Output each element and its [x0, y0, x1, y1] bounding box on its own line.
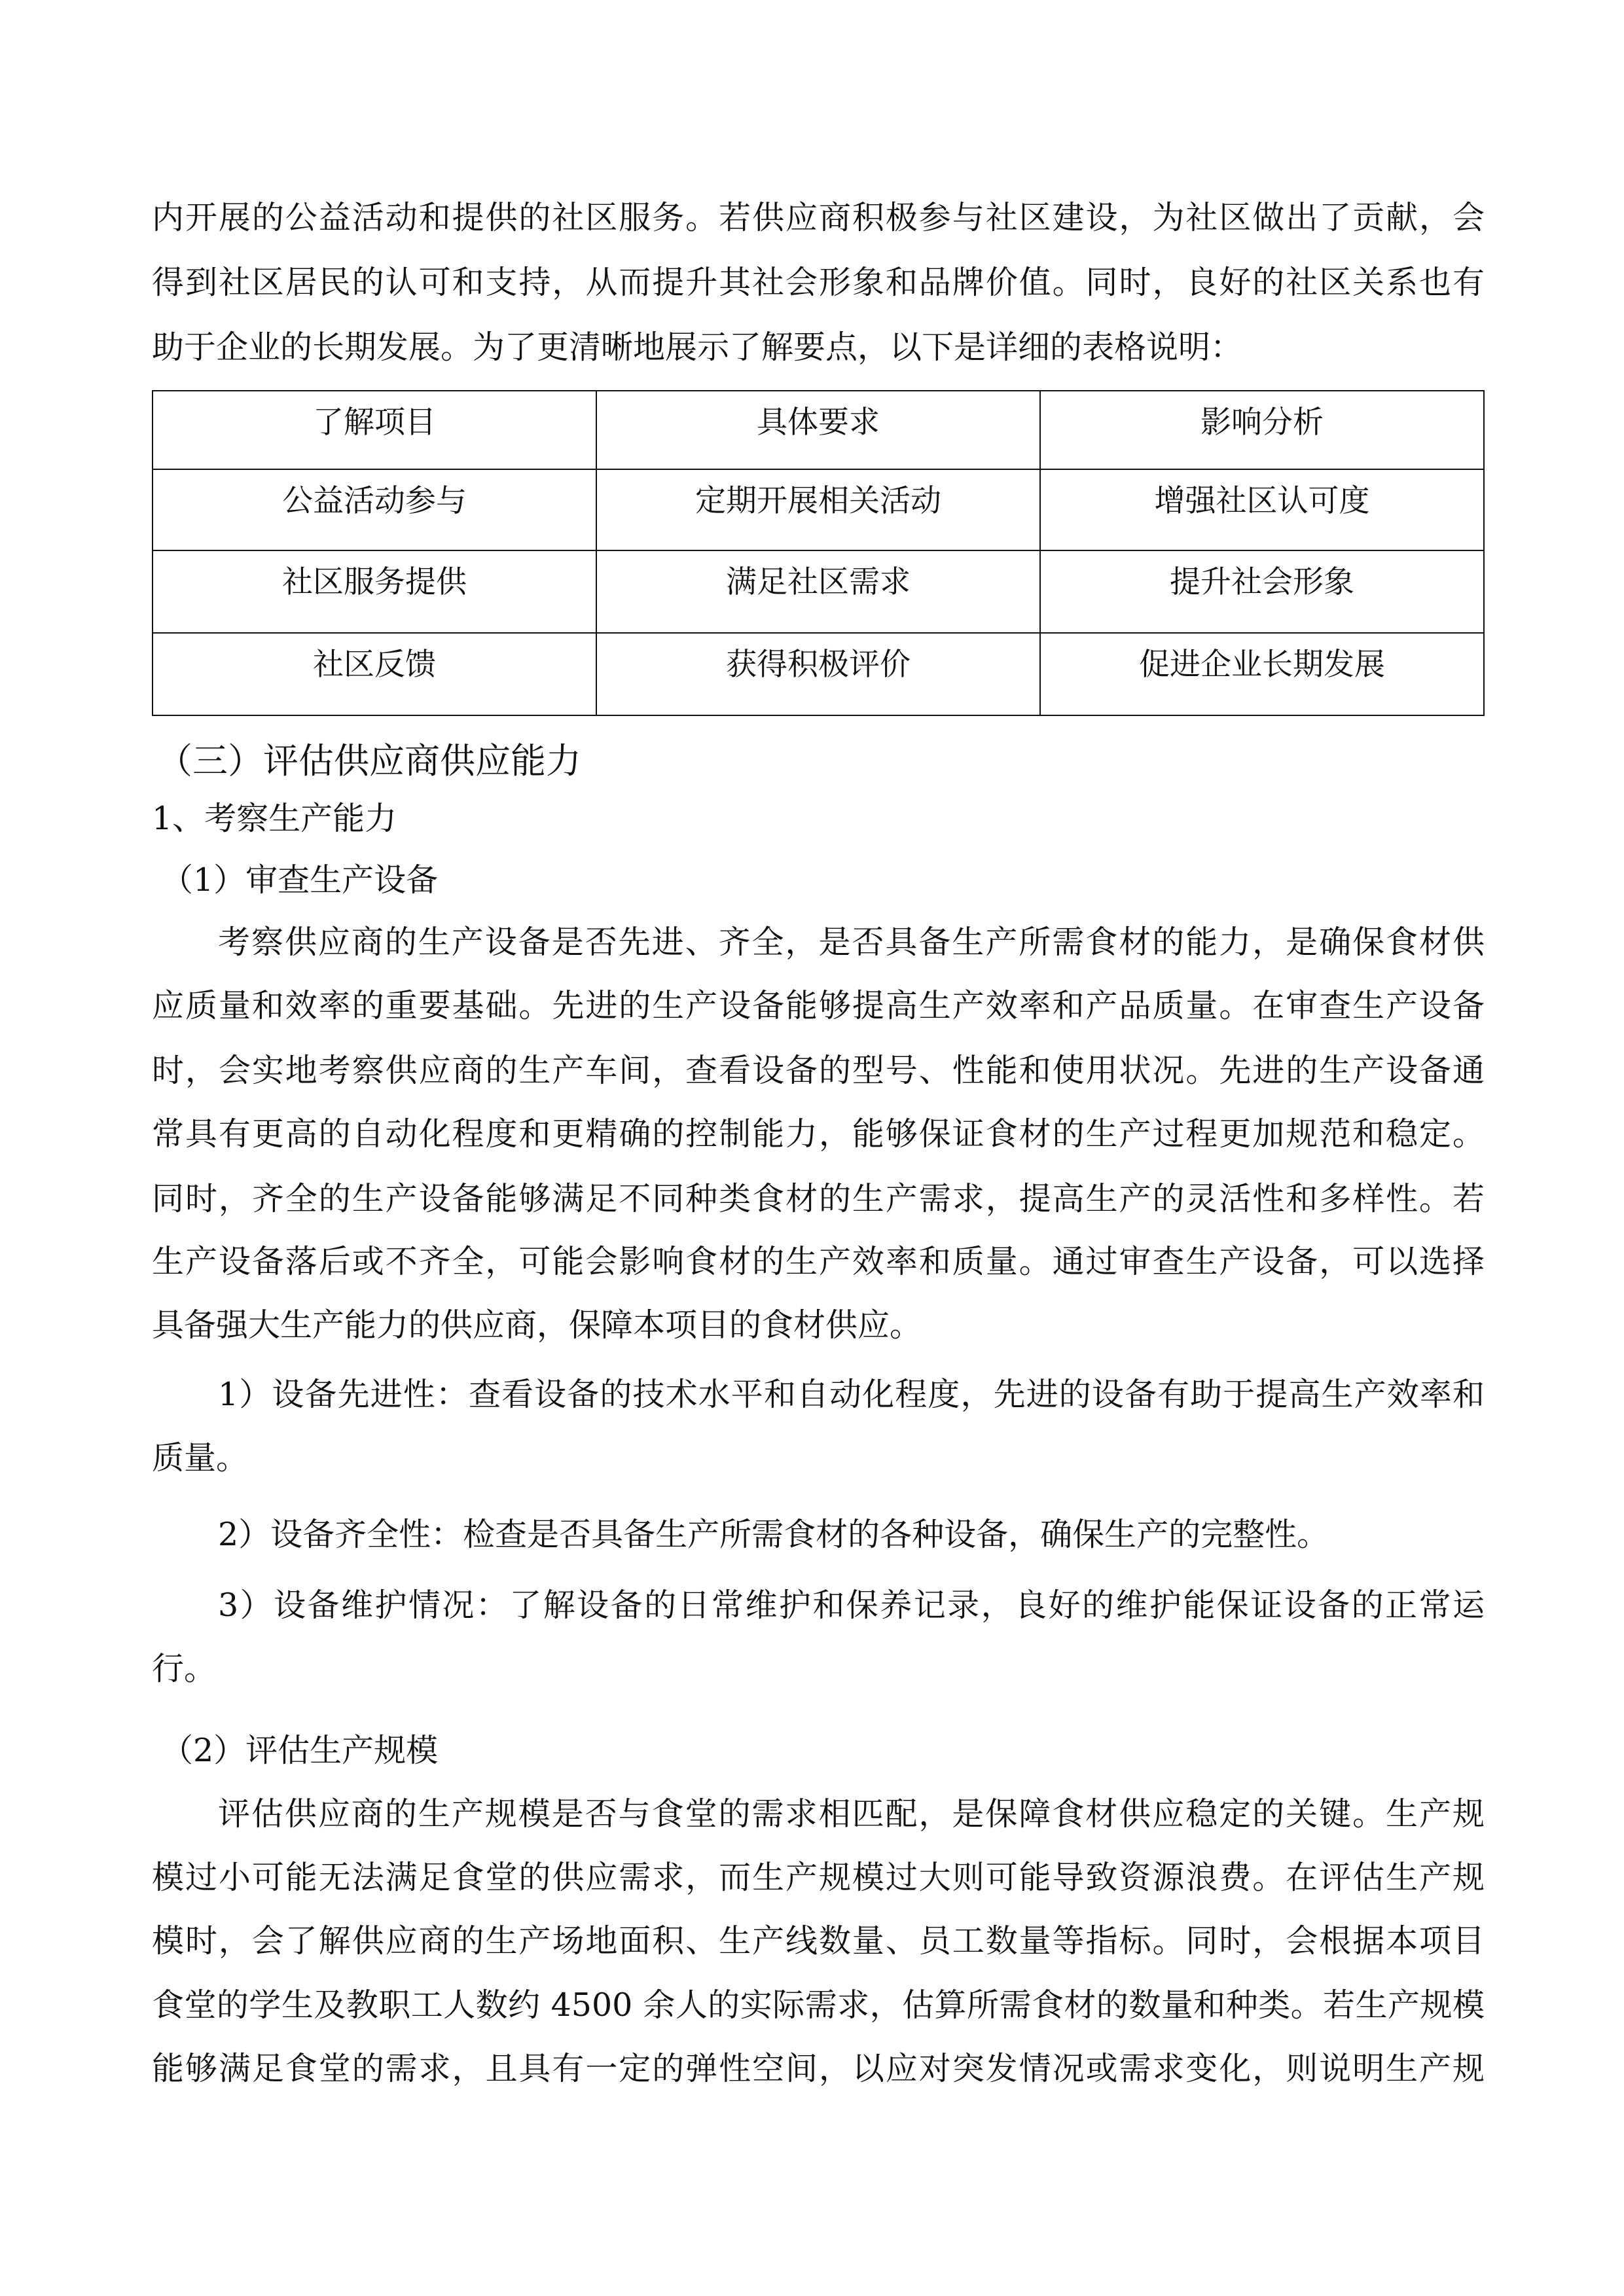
- text-line: 食堂的学生及教职工人数约 4500 余人的实际需求，估算所需食材的数量和种类。若生产规模: [152, 1986, 1485, 2024]
- item-heading: （2）评估生产规模: [161, 1732, 439, 1769]
- text-line: 模时，会了解供应商的生产场地面积、生产线数量、员工数量等指标。同时，会根据本项目: [152, 1922, 1485, 1960]
- text-line: 时，会实地考察供应商的生产车间，查看设备的型号、性能和使用状况。先进的生产设备通: [152, 1052, 1485, 1089]
- table-header-cell: 影响分析: [1040, 391, 1484, 469]
- table-cell: 满足社区需求: [596, 550, 1040, 633]
- point-line: 质量。: [152, 1439, 249, 1477]
- table-header-cell: 了解项目: [153, 391, 596, 469]
- point-line: 1）设备先进性：查看设备的技术水平和自动化程度，先进的设备有助于提高生产效率和: [218, 1376, 1485, 1413]
- table-row: [153, 469, 1484, 550]
- point-line: 2）设备齐全性：检查是否具备生产所需食材的各种设备，确保生产的完整性。: [218, 1516, 1329, 1553]
- table-cell: 获得积极评价: [596, 633, 1040, 715]
- item-heading: （1）审查生产设备: [161, 861, 439, 899]
- table-header-row: [153, 391, 1484, 469]
- text-line: 考察供应商的生产设备是否先进、齐全，是否具备生产所需食材的能力，是确保食材供: [218, 924, 1485, 961]
- text-line: 得到社区居民的认可和支持，从而提升其社会形象和品牌价值。同时，良好的社区关系也有: [152, 264, 1485, 301]
- section-heading: （三）评估供应商供应能力: [157, 740, 581, 781]
- table-cell: 增强社区认可度: [1040, 469, 1484, 550]
- table-cell: 提升社会形象: [1040, 550, 1484, 633]
- text-line: 应质量和效率的重要基础。先进的生产设备能够提高生产效率和产品质量。在审查生产设备: [152, 987, 1485, 1024]
- text-line: 助于企业的长期发展。为了更清晰地展示了解要点，以下是详细的表格说明：: [152, 329, 1243, 366]
- text-line: 常具有更高的自动化程度和更精确的控制能力，能够保证食材的生产过程更加规范和稳定。: [152, 1115, 1485, 1153]
- table-cell: 定期开展相关活动: [596, 469, 1040, 550]
- table-header-cell: 具体要求: [596, 391, 1040, 469]
- table-cell: 公益活动参与: [153, 469, 596, 550]
- text-line: 具备强大生产能力的供应商，保障本项目的食材供应。: [152, 1306, 922, 1344]
- community-table: [152, 390, 1485, 716]
- text-line: 同时，齐全的生产设备能够满足不同种类食材的生产需求，提高生产的灵活性和多样性。若: [152, 1180, 1485, 1217]
- text-line: 能够满足食堂的需求，且具有一定的弹性空间，以应对突发情况或需求变化，则说明生产规: [152, 2050, 1485, 2087]
- table-cell: 社区反馈: [153, 633, 596, 715]
- text-line: 评估供应商的生产规模是否与食堂的需求相匹配，是保障食材供应稳定的关键。生产规: [218, 1795, 1485, 1833]
- subsection-heading: 1、考察生产能力: [152, 800, 397, 837]
- table-row: [153, 633, 1484, 715]
- point-line: 行。: [152, 1650, 217, 1687]
- text-line: 内开展的公益活动和提供的社区服务。若供应商积极参与社区建设，为社区做出了贡献，会: [152, 199, 1485, 236]
- table-cell: 促进企业长期发展: [1040, 633, 1484, 715]
- text-line: 生产设备落后或不齐全，可能会影响食材的生产效率和质量。通过审查生产设备，可以选择: [152, 1243, 1485, 1280]
- point-line: 3）设备维护情况：了解设备的日常维护和保养记录，良好的维护能保证设备的正常运: [218, 1587, 1485, 1624]
- table-row: [153, 550, 1484, 633]
- table-cell: 社区服务提供: [153, 550, 596, 633]
- text-line: 模过小可能无法满足食堂的供应需求，而生产规模过大则可能导致资源浪费。在评估生产规: [152, 1859, 1485, 1896]
